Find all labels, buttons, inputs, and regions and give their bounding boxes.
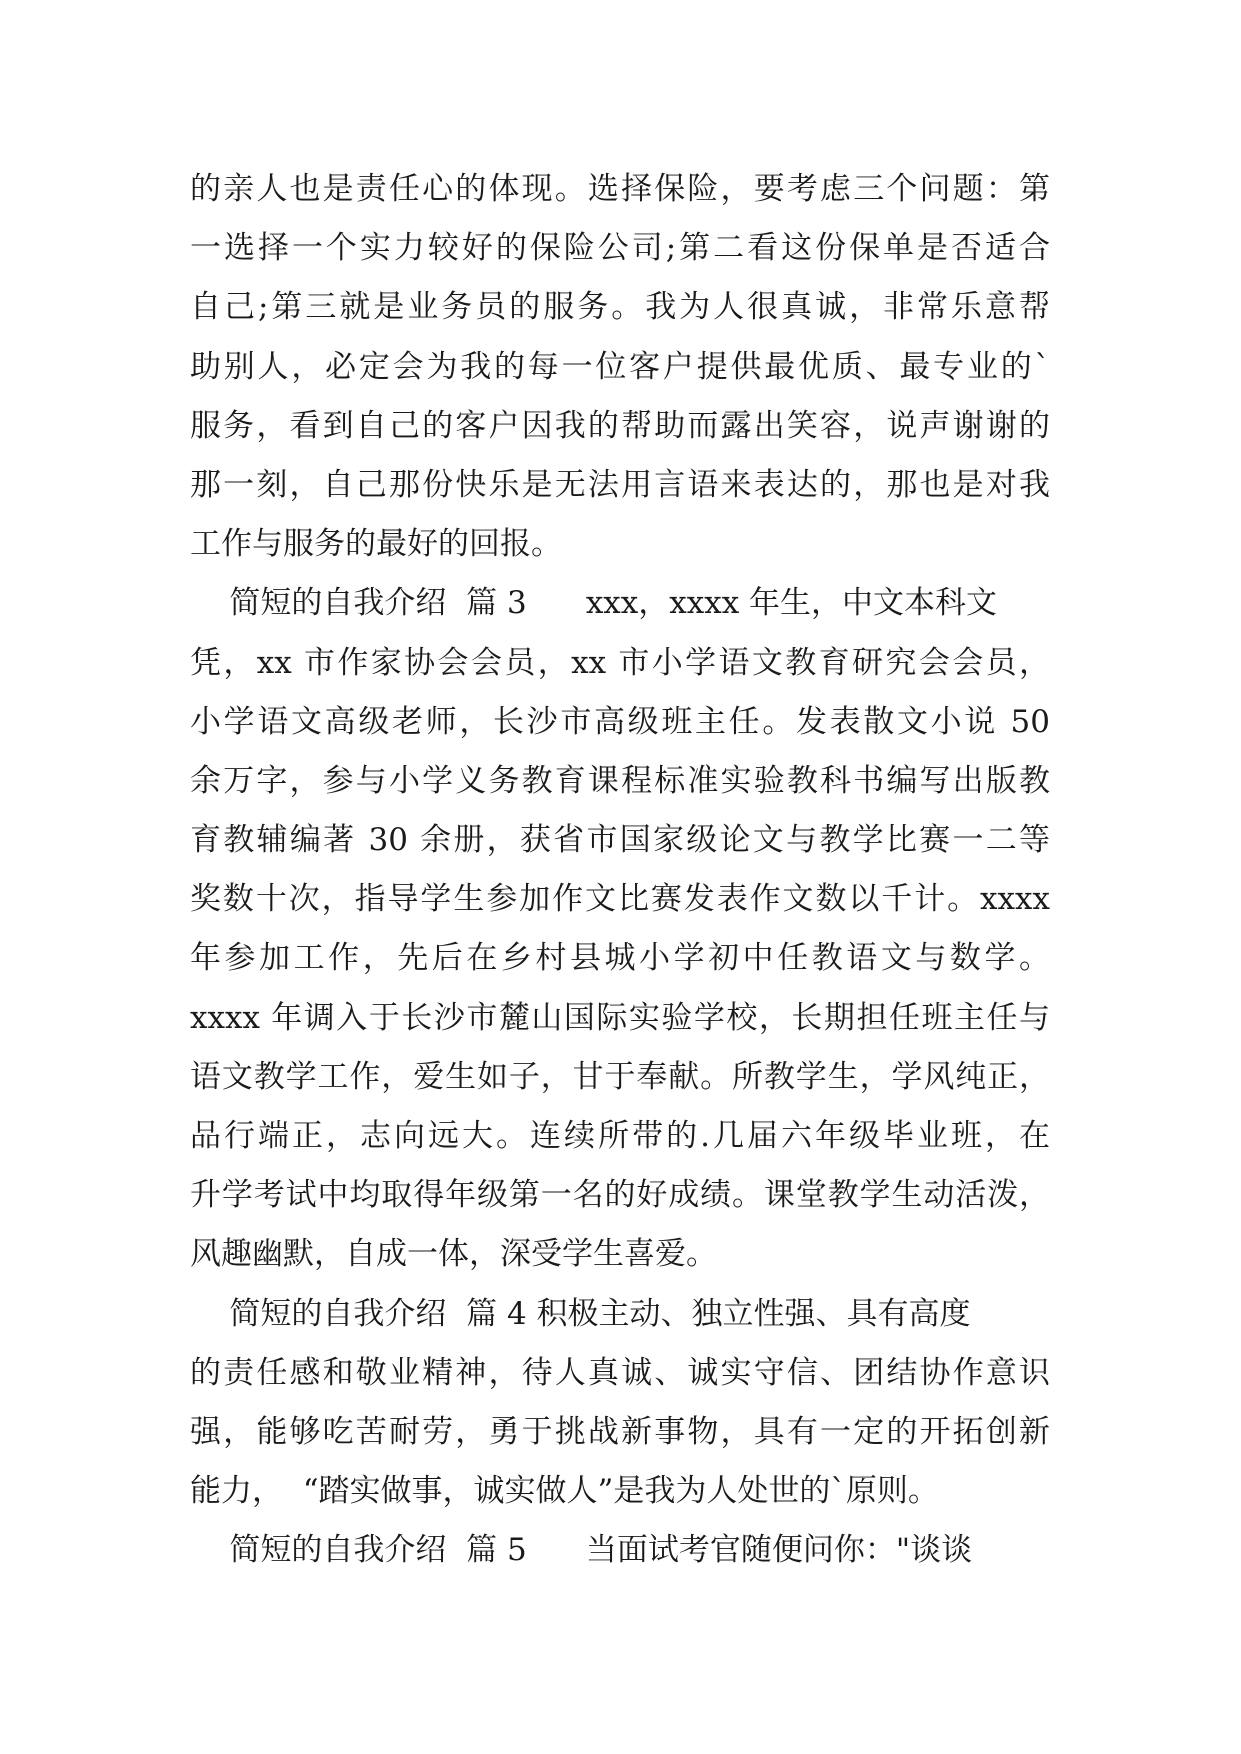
text-line: 风趣幽默，自成一体，深受学生喜爱。 (190, 1236, 717, 1273)
text-line: 服务，看到自己的客户因我的帮助而露出笑容，说声谢谢的 (190, 407, 1050, 444)
section-heading-line: 简短的自我介绍 篇 4 积极主动、独立性强、具有高度 (190, 1295, 971, 1332)
text-line: 升学考试中均取得年级第一名的好成绩。课堂教学生动活泼， (190, 1177, 1050, 1214)
text-line: 奖数十次，指导学生参加作文比赛发表作文数以千计。xxxx (190, 881, 1050, 918)
text-line: 能力， “踏实做事，诚实做人”是我为人处世的`原则。 (190, 1473, 939, 1510)
text-line: 一选择一个实力较好的保险公司;第二看这份保单是否适合 (190, 230, 1050, 267)
text-line: 那一刻，自己那份快乐是无法用言语来表达的，那也是对我 (190, 466, 1050, 503)
section-heading-line: 简短的自我介绍 篇 3 xxx，xxxx 年生，中文本科文 (190, 585, 998, 622)
text-line: 的责任感和敬业精神，待人真诚、诚实守信、团结协作意识 (190, 1354, 1050, 1391)
section-heading-line: 简短的自我介绍 篇 5 当面试考官随便问你："谈谈 (190, 1532, 973, 1569)
text-line: xxxx 年调入于长沙市麓山国际实验学校，长期担任班主任与 (190, 999, 1050, 1036)
text-line: 余万字，参与小学义务教育课程标准实验教科书编写出版教 (190, 762, 1050, 799)
text-line: 育教辅编著 30 余册，获省市国家级论文与教学比赛一二等 (190, 822, 1050, 859)
text-line: 品行端正，志向远大。连续所带的.几届六年级毕业班，在 (190, 1118, 1050, 1154)
text-line: 工作与服务的最好的回报。 (190, 526, 562, 563)
text-line: 强，能够吃苦耐劳，勇于挑战新事物，具有一定的开拓创新 (190, 1413, 1050, 1450)
text-line: 语文教学工作，爱生如子，甘于奉献。所教学生，学风纯正， (190, 1058, 1050, 1095)
text-line: 的亲人也是责任心的体现。选择保险，要考虑三个问题：第 (190, 171, 1050, 207)
text-line: 小学语文高级老师，长沙市高级班主任。发表散文小说 50 (190, 703, 1050, 740)
text-line: 凭，xx 市作家协会会员，xx 市小学语文教育研究会会员， (190, 644, 1050, 681)
text-line: 年参加工作，先后在乡村县城小学初中任教语文与数学。 (190, 940, 1050, 977)
document-body (190, 160, 1050, 1581)
text-line: 助别人，必定会为我的每一位客户提供最优质、最专业的` (190, 348, 1050, 385)
text-line: 自己;第三就是业务员的服务。我为人很真诚，非常乐意帮 (190, 289, 1050, 326)
